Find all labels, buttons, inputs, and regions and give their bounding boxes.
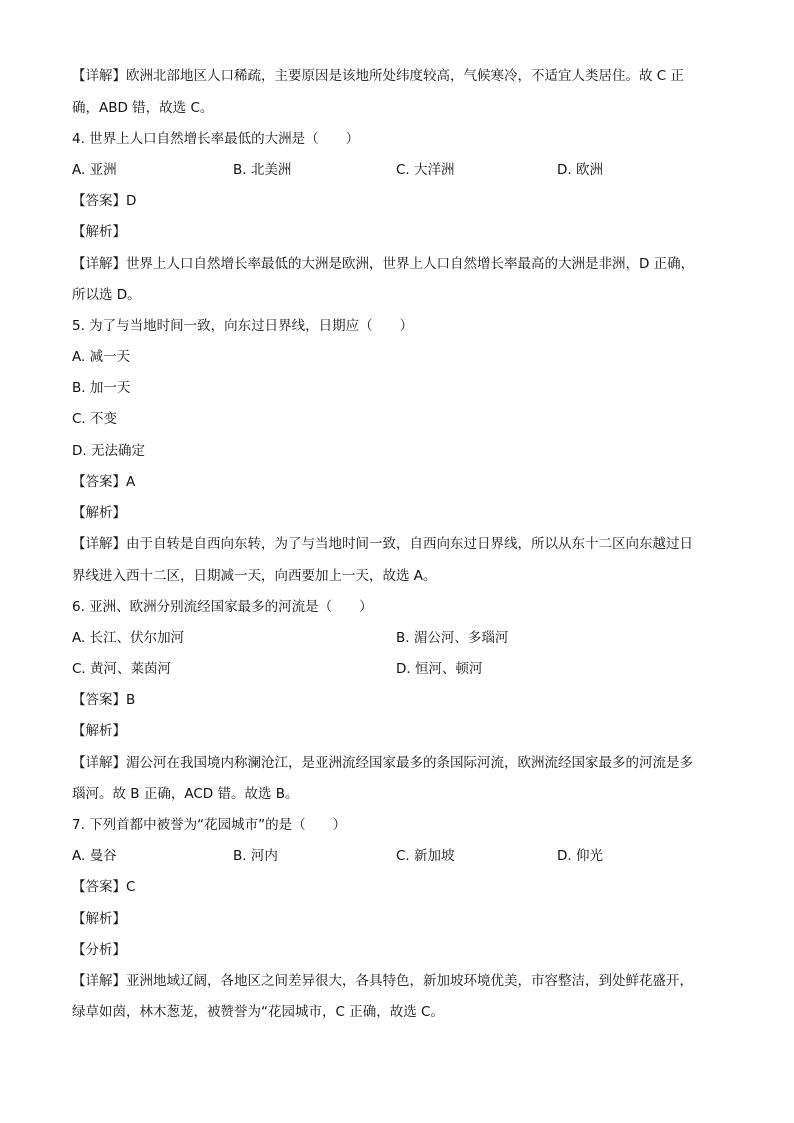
q7-answer: 【答案】C [72, 879, 136, 895]
q7-detail-line-2: 绿草如茵，林木葱茏，被赞誉为“花园城市，C 正确，故选 C。 [72, 1004, 444, 1020]
q6-detail-line-1: 【详解】湄公河在我国境内称澜沧江，是亚洲流经国家最多的条国际河流，欧洲流经国家最多的河流是多 [72, 755, 693, 771]
q7-option-a: A. 曼谷 [72, 848, 117, 864]
q6-stem: 6. 亚洲、欧洲分别流经国家最多的河流是（ ） [72, 599, 373, 615]
q7-analysis: 【解析】 [72, 911, 126, 927]
q6-option-c: C. 黄河、莱茵河 [72, 661, 172, 677]
q4-analysis: 【解析】 [72, 224, 126, 240]
q6-option-b: B. 湄公河、多瑙河 [396, 630, 509, 646]
q7-option-c: C. 新加坡 [396, 848, 455, 864]
q4-answer: 【答案】D [72, 193, 137, 209]
q7-stem: 7. 下列首都中被誉为“花园城市”的是（ ） [72, 817, 347, 833]
q7-option-d: D. 仰光 [557, 848, 603, 864]
q3-detail-line-2: 确，ABD 错，故选 C。 [72, 100, 214, 116]
q7-detail-line-1: 【详解】亚洲地域辽阔，各地区之间差异很大，各具特色，新加坡环境优美，市容整洁，到处鲜花盛开， [72, 973, 693, 989]
q4-option-c: C. 大洋洲 [396, 162, 455, 178]
q7-fenxi: 【分析】 [72, 942, 126, 958]
q5-analysis: 【解析】 [72, 505, 126, 521]
q3-detail-line-1: 【详解】欧洲北部地区人口稀疏，主要原因是该地所处纬度较高，气候寒冷，不适宜人类居住。故 C 正 [72, 68, 685, 84]
q4-stem: 4. 世界上人口自然增长率最低的大洲是（ ） [72, 131, 360, 147]
q5-option-c: C. 不变 [72, 411, 118, 427]
q5-detail-line-2: 界线进入西十二区，日期减一天，向西要加上一天，故选 A。 [72, 568, 437, 584]
q5-option-d: D. 无法确定 [72, 443, 145, 459]
q4-detail-line-1: 【详解】世界上人口自然增长率最低的大洲是欧洲，世界上人口自然增长率最高的大洲是非洲，D 正确， [72, 256, 695, 272]
q4-option-a: A. 亚洲 [72, 162, 117, 178]
q6-option-a: A. 长江、伏尔加河 [72, 630, 185, 646]
q5-detail-line-1: 【详解】由于自转是自西向东转，为了与当地时间一致，自西向东过日界线，所以从东十二区向东越过日 [72, 536, 693, 552]
q4-option-b: B. 北美洲 [233, 162, 292, 178]
q6-answer: 【答案】B [72, 692, 136, 708]
q6-analysis: 【解析】 [72, 723, 126, 739]
q5-answer: 【答案】A [72, 474, 136, 490]
q5-option-a: A. 减一天 [72, 349, 131, 365]
q4-option-d: D. 欧洲 [557, 162, 603, 178]
q7-option-b: B. 河内 [233, 848, 278, 864]
q4-detail-line-2: 所以选 D。 [72, 287, 141, 303]
q5-stem: 5. 为了与当地时间一致，向东过日界线，日期应（ ） [72, 318, 414, 334]
q6-option-d: D. 恒河、顿河 [396, 661, 483, 677]
q6-detail-line-2: 瑙河。故 B 正确，ACD 错。故选 B。 [72, 786, 299, 802]
q5-option-b: B. 加一天 [72, 380, 131, 396]
